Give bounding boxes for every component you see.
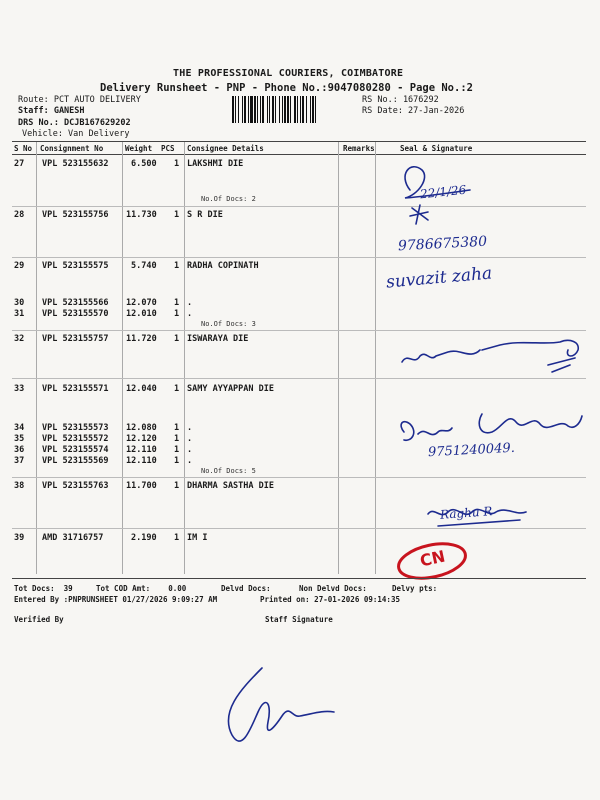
row-pcs: 1 — [174, 481, 180, 491]
row-pcs: 1 — [174, 423, 180, 433]
no-of-docs: No.Of Docs: 5 — [201, 467, 256, 475]
row-consignment: VPL 523155763 — [42, 481, 109, 491]
signature-name: suvazit zaha — [385, 263, 493, 293]
row-weight: 11.720 — [126, 334, 157, 344]
row-consignment: VPL 523155573 — [42, 423, 109, 433]
row-consignee: RADHA COPINATH — [187, 261, 259, 271]
route-label: Route: PCT AUTO DELIVERY — [18, 95, 141, 105]
row-weight: 12.080 — [126, 423, 157, 433]
row-consignment: VPL 523155575 — [42, 261, 109, 271]
row-sno: 33 — [14, 384, 25, 394]
company-title: THE PROFESSIONAL COURIERS, COIMBATORE — [173, 68, 404, 79]
row-sno: 38 — [14, 481, 25, 491]
row-weight: 12.120 — [126, 434, 157, 444]
row-consignment: VPL 523155757 — [42, 334, 109, 344]
row-consignment: VPL 523155572 — [42, 434, 109, 444]
row-consignee: . — [187, 298, 193, 308]
row-weight: 12.040 — [126, 384, 157, 394]
row-sno: 30 — [14, 298, 25, 308]
row-consignee: . — [187, 434, 193, 444]
col-sno-header: S No — [14, 144, 33, 153]
row-consignment: AMD 31716757 — [42, 533, 104, 543]
row-pcs: 1 — [174, 298, 180, 308]
row-pcs: 1 — [174, 334, 180, 344]
rs-date: RS Date: 27-Jan-2026 — [362, 106, 465, 116]
row-consignment: VPL 523155574 — [42, 445, 109, 455]
row-pcs: 1 — [174, 445, 180, 455]
row-consignment: VPL 523155566 — [42, 298, 109, 308]
signature-phone-2: 9751240049. — [427, 440, 516, 461]
row-consignee: IM I — [187, 533, 208, 543]
no-of-docs: No.Of Docs: 3 — [201, 320, 256, 328]
row-weight: 12.110 — [126, 445, 157, 455]
row-weight: 6.500 — [131, 159, 157, 169]
row-consignment: VPL 523155571 — [42, 384, 109, 394]
runsheet-title: Delivery Runsheet - PNP - Phone No.:9047080280 - Page No.:2 — [100, 82, 473, 94]
row-sno: 27 — [14, 159, 25, 169]
row-consignee: LAKSHMI DIE — [187, 159, 244, 169]
signature-name-2: Raghu R — [439, 504, 493, 522]
non-delivered-docs: Non Delvd Docs: — [299, 584, 367, 593]
row-weight: 12.010 — [126, 309, 157, 319]
row-sno: 31 — [14, 309, 25, 319]
delivery-points: Delvy pts: — [392, 584, 438, 593]
row-consignee: DHARMA SASTHA DIE — [187, 481, 274, 491]
signature-5 — [401, 414, 582, 440]
row-sno: 32 — [14, 334, 25, 344]
row-pcs: 1 — [174, 261, 180, 271]
col-pcs-header: PCS — [161, 144, 175, 153]
col-seal-header: Seal & Signature — [400, 144, 473, 153]
row-consignment: VPL 523155632 — [42, 159, 109, 169]
row-weight: 11.730 — [126, 210, 157, 220]
row-weight: 5.740 — [131, 261, 157, 271]
rs-number: RS No.: 1676292 — [362, 95, 439, 105]
row-weight: 11.700 — [126, 481, 157, 491]
row-consignee: . — [187, 423, 193, 433]
row-consignment: VPL 523155570 — [42, 309, 109, 319]
row-pcs: 1 — [174, 533, 180, 543]
row-consignee: . — [187, 445, 193, 455]
printed-on: Printed on: 27-01-2026 09:14:35 — [260, 595, 400, 604]
vehicle-label: Vehicle: Van Delivery — [22, 129, 130, 139]
stamp-text: CN — [418, 546, 447, 571]
row-pcs: 1 — [174, 384, 180, 394]
row-pcs: 1 — [174, 456, 180, 466]
total-docs: Tot Docs: 39 — [14, 584, 73, 593]
row-sno: 34 — [14, 423, 25, 433]
drs-label: DRS No.: DCJB167629202 — [18, 118, 131, 128]
row-sno: 37 — [14, 456, 25, 466]
signature-phone: 9786675380 — [397, 233, 488, 255]
row-consignee: S R DIE — [187, 210, 223, 220]
entered-by: Entered By :PNPRUNSHEET 01/27/2026 9:09:27 AM — [14, 595, 218, 604]
row-consignment: VPL 523155756 — [42, 210, 109, 220]
row-sno: 29 — [14, 261, 25, 271]
staff-label: Staff: GANESH — [18, 106, 85, 116]
delivered-docs: Delvd Docs: — [221, 584, 271, 593]
row-weight: 12.110 — [126, 456, 157, 466]
row-sno: 36 — [14, 445, 25, 455]
footer-rule — [12, 578, 586, 579]
signature-date: 22/1/26 — [419, 182, 467, 202]
signature-4 — [402, 340, 578, 372]
staff-signature — [228, 668, 334, 741]
col-consignee-header: Consignee Details — [187, 144, 264, 153]
row-pcs: 1 — [174, 210, 180, 220]
row-consignee: . — [187, 309, 193, 319]
no-of-docs: No.Of Docs: 2 — [201, 195, 256, 203]
total-cod: Tot COD Amt: 0.00 — [96, 584, 187, 593]
row-weight: 2.190 — [131, 533, 157, 543]
row-pcs: 1 — [174, 309, 180, 319]
row-sno: 28 — [14, 210, 25, 220]
row-consignee: ISWARAYA DIE — [187, 334, 249, 344]
row-pcs: 1 — [174, 434, 180, 444]
col-remarks-header: Remarks — [343, 144, 375, 153]
row-sno: 39 — [14, 533, 25, 543]
row-pcs: 1 — [174, 159, 180, 169]
col-weight-header: Weight — [125, 144, 153, 153]
row-consignment: VPL 523155569 — [42, 456, 109, 466]
col-consignment-header: Consignment No — [40, 144, 104, 153]
row-weight: 12.070 — [126, 298, 157, 308]
row-sno: 35 — [14, 434, 25, 444]
staff-signature-label: Staff Signature — [265, 615, 333, 624]
verified-by: Verified By — [14, 615, 64, 624]
row-consignee: SAMY AYYAPPAN DIE — [187, 384, 274, 394]
row-consignee: . — [187, 456, 193, 466]
